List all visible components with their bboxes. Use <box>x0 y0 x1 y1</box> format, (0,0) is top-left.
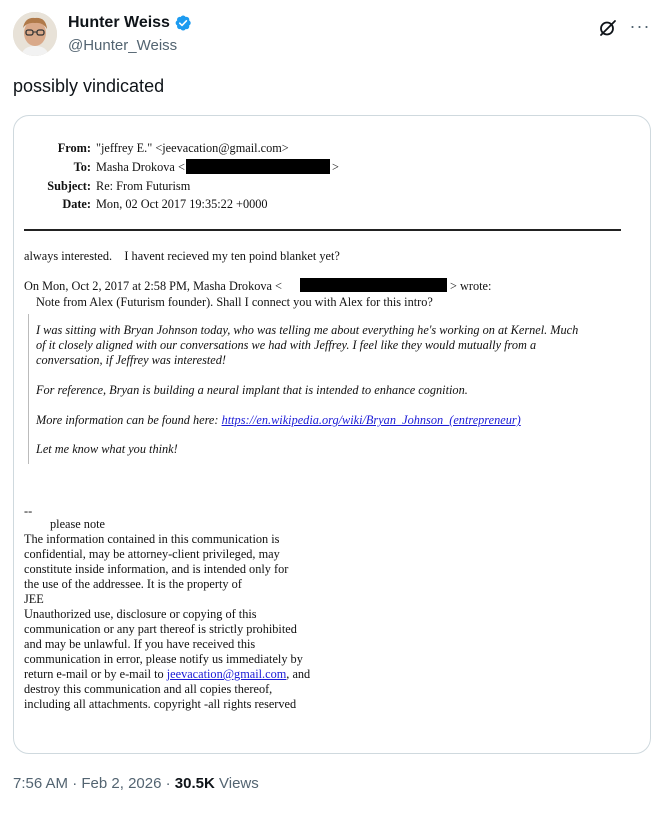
post-time[interactable]: 7:56 AM <box>13 775 69 792</box>
email-screenshot <box>14 116 650 753</box>
signature-line: confidential, may be attorney-client privileged, may <box>24 547 280 561</box>
verified-badge-icon <box>174 14 192 32</box>
signature-line: Unauthorized use, disclosure or copying of this <box>24 607 257 621</box>
email-subject-value: Re: From Futurism <box>96 179 191 193</box>
author-display-name[interactable]: Hunter Weiss <box>68 14 170 31</box>
signature-line: The information contained in this communication is <box>24 532 280 546</box>
signature-line: communication or any part thereof is strictly prohibited <box>24 622 297 636</box>
signature-dashes: -- <box>24 504 33 518</box>
signature-return-prefix: return e-mail or by e-mail to <box>24 667 167 681</box>
email-to-value-prefix: Masha Drokova < <box>96 160 185 174</box>
email-quote-text: Let me know what you think! <box>36 442 178 456</box>
redaction-bar <box>300 278 447 292</box>
email-to-label: To: <box>73 160 91 174</box>
post-header <box>13 12 656 60</box>
signature-return-suffix: , and <box>286 667 311 681</box>
signature-return-line <box>24 667 310 682</box>
more-options-icon[interactable]: ··· <box>629 16 651 36</box>
email-reply-line: always interested. I havent recieved my ten poind blanket yet? <box>24 249 340 263</box>
email-quote-text-link-line <box>36 413 521 428</box>
email-header-divider <box>24 229 621 231</box>
post-media-image[interactable] <box>13 115 651 754</box>
email-quote-text: For reference, Bryan is building a neural implant that is intended to enhance cognition. <box>36 383 468 397</box>
email-from-label: From: <box>57 141 91 155</box>
post-text: possibly vindicated <box>13 76 165 96</box>
email-to-value-suffix: > <box>332 160 339 174</box>
email-quote-text: I was sitting with Bryan Johnson today, who was telling me about everything he's working on at Kernel. Much <box>36 323 579 337</box>
quote-bar <box>28 314 29 464</box>
redaction-bar <box>186 159 330 174</box>
signature-line: JEE <box>24 592 44 606</box>
author-name-row <box>68 14 192 32</box>
email-quote-link-prefix: More information can be found here: <box>36 413 222 427</box>
email-quote-header-suffix: > wrote: <box>450 279 492 293</box>
email-quote-header-prefix: On Mon, Oct 2, 2017 at 2:58 PM, Masha Drokova < <box>24 279 282 293</box>
email-date-value: Mon, 02 Oct 2017 19:35:22 +0000 <box>96 197 268 211</box>
grok-icon[interactable] <box>598 18 618 38</box>
separator-dot: · <box>165 775 171 792</box>
email-from-value: "jeffrey E." <jeevacation@gmail.com> <box>96 141 289 155</box>
views-label: Views <box>219 775 259 792</box>
post-date[interactable]: Feb 2, 2026 <box>81 775 162 792</box>
signature-line: the use of the addressee. It is the property of <box>24 577 242 591</box>
email-address-link[interactable]: jeevacation@gmail.com <box>166 667 287 681</box>
email-quote-text: of it closely aligned with our conversations we had with Jeffrey. I feel like they would mutually from a <box>36 338 537 352</box>
signature-please-note: please note <box>50 517 105 531</box>
views-count[interactable]: 30.5K <box>174 775 215 792</box>
separator-dot: · <box>72 775 78 792</box>
signature-line: destroy this communication and all copies thereof, <box>24 682 273 696</box>
email-date-label: Date: <box>62 197 91 211</box>
signature-line: and may be unlawful. If you have received this <box>24 637 256 651</box>
email-quote-intro: Note from Alex (Futurism founder). Shall I connect you with Alex for this intro? <box>36 295 433 309</box>
author-handle[interactable]: @Hunter_Weiss <box>68 37 178 54</box>
avatar-image <box>13 12 57 56</box>
signature-line: constitute inside information, and is intended only for <box>24 562 289 576</box>
email-subject-label: Subject: <box>47 179 91 193</box>
email-quote-text: conversation, if Jeffrey was interested! <box>36 353 226 367</box>
avatar[interactable] <box>13 12 57 56</box>
post-metadata <box>13 775 259 792</box>
signature-line: including all attachments. copyright -all rights reserved <box>24 697 297 711</box>
signature-line: communication in error, please notify us immediately by <box>24 652 303 666</box>
wikipedia-link[interactable]: https://en.wikipedia.org/wiki/Bryan_Johnson_(entrepreneur) <box>221 413 521 427</box>
